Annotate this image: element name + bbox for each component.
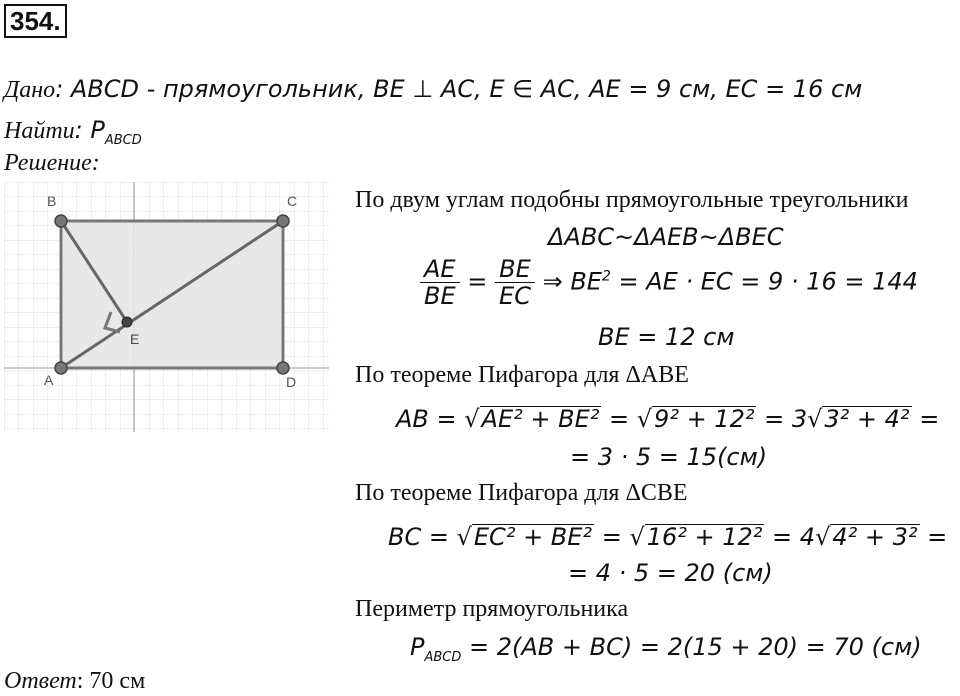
solution-line-3: $\frac{AE}{BE}$ = $\frac{BE}{EC}$ ⇒ $BE^2$ = AE · EC = 9 · 16 = 144 [420, 256, 918, 309]
fraction-ae-be [420, 256, 460, 309]
ab-eq-2: = [601, 405, 637, 433]
solution-line-11: Периметр прямоугольника [355, 596, 629, 622]
label-b: B [47, 193, 57, 209]
given-label: Дано [4, 77, 56, 103]
label-a: A [44, 372, 54, 388]
frac2-denominator: EC [499, 282, 531, 310]
geometry-diagram [4, 182, 329, 432]
solution-line-2: ΔABC~ΔAEB~ΔBEC [548, 223, 784, 251]
point-b [55, 215, 67, 227]
point-a [55, 362, 67, 374]
given-line [4, 74, 862, 105]
problem-number: 354. [4, 4, 67, 38]
frac2-numerator: BE [495, 256, 535, 283]
ab-sqrt-1: AE² + BE² [481, 405, 600, 433]
line3-rest: ⇒ BE [542, 267, 602, 296]
find-text: : P [74, 116, 105, 144]
solution-line-12 [410, 632, 922, 673]
given-text: : ABCD - прямоугольник, BE ⊥ AC, E ∈ AC, AE = 9 см, EC = 16 см [55, 75, 863, 103]
ab-eq-4: = [911, 405, 940, 433]
bc-sqrt-1: EC² + BE² [473, 523, 593, 551]
solution-line-9: BC = √EC² + BE² = √16² + 12² = 4√4² + 3² = [388, 523, 948, 551]
line3-tail: = AE · EC = 9 · 16 = 144 [610, 267, 918, 296]
ab-lhs: AB = [396, 405, 465, 433]
solution-line-5: По теореме Пифагора для ΔABE [355, 362, 689, 388]
solution-line-6: AB = √AE² + BE² = √9² + 12² = 3√3² + 4² = [396, 405, 940, 433]
find-label: Найти [4, 118, 75, 144]
answer-line [4, 666, 145, 696]
frac1-denominator: BE [424, 282, 456, 310]
diagram-svg [4, 182, 329, 432]
bc-eq-3: = 4 [764, 523, 816, 551]
perimeter-sub: ABCD [424, 649, 462, 665]
bc-eq-4: = [919, 523, 948, 551]
find-sub: ABCD [104, 132, 142, 148]
bc-sqrt-2: 16² + 12² [646, 523, 763, 551]
label-e: E [130, 331, 140, 347]
label-c: C [287, 193, 298, 209]
fraction-be-ec [495, 256, 535, 309]
solution-line-10: = 4 · 5 = 20 (см) [568, 559, 773, 587]
solution-line-8: По теореме Пифагора для ΔCBE [355, 480, 688, 506]
perimeter-p: P [410, 633, 425, 661]
answer-label: Ответ [4, 668, 77, 694]
bc-eq-2: = [594, 523, 630, 551]
solution-line-7: = 3 · 5 = 15(см) [570, 443, 768, 471]
frac1-numerator: AE [420, 256, 460, 283]
ab-sqrt-2: 9² + 12² [654, 405, 755, 433]
ab-sqrt-3: 3² + 4² [824, 405, 910, 433]
bc-lhs: BC = [388, 523, 457, 551]
perimeter-rest: = 2(AB + BC) = 2(15 + 20) = 70 (см) [461, 633, 922, 661]
answer-text: : 70 см [76, 668, 146, 694]
ab-eq-3: = 3 [756, 405, 808, 433]
solution-line-4: BE = 12 см [598, 323, 735, 351]
point-c [277, 215, 289, 227]
bc-sqrt-3: 4² + 3² [832, 523, 918, 551]
point-d [277, 362, 289, 374]
solution-line-1: По двум углам подобны прямоугольные треугольники [355, 187, 909, 213]
point-e [122, 317, 132, 327]
label-d: D [286, 374, 297, 390]
solution-label: Решение: [4, 150, 100, 176]
